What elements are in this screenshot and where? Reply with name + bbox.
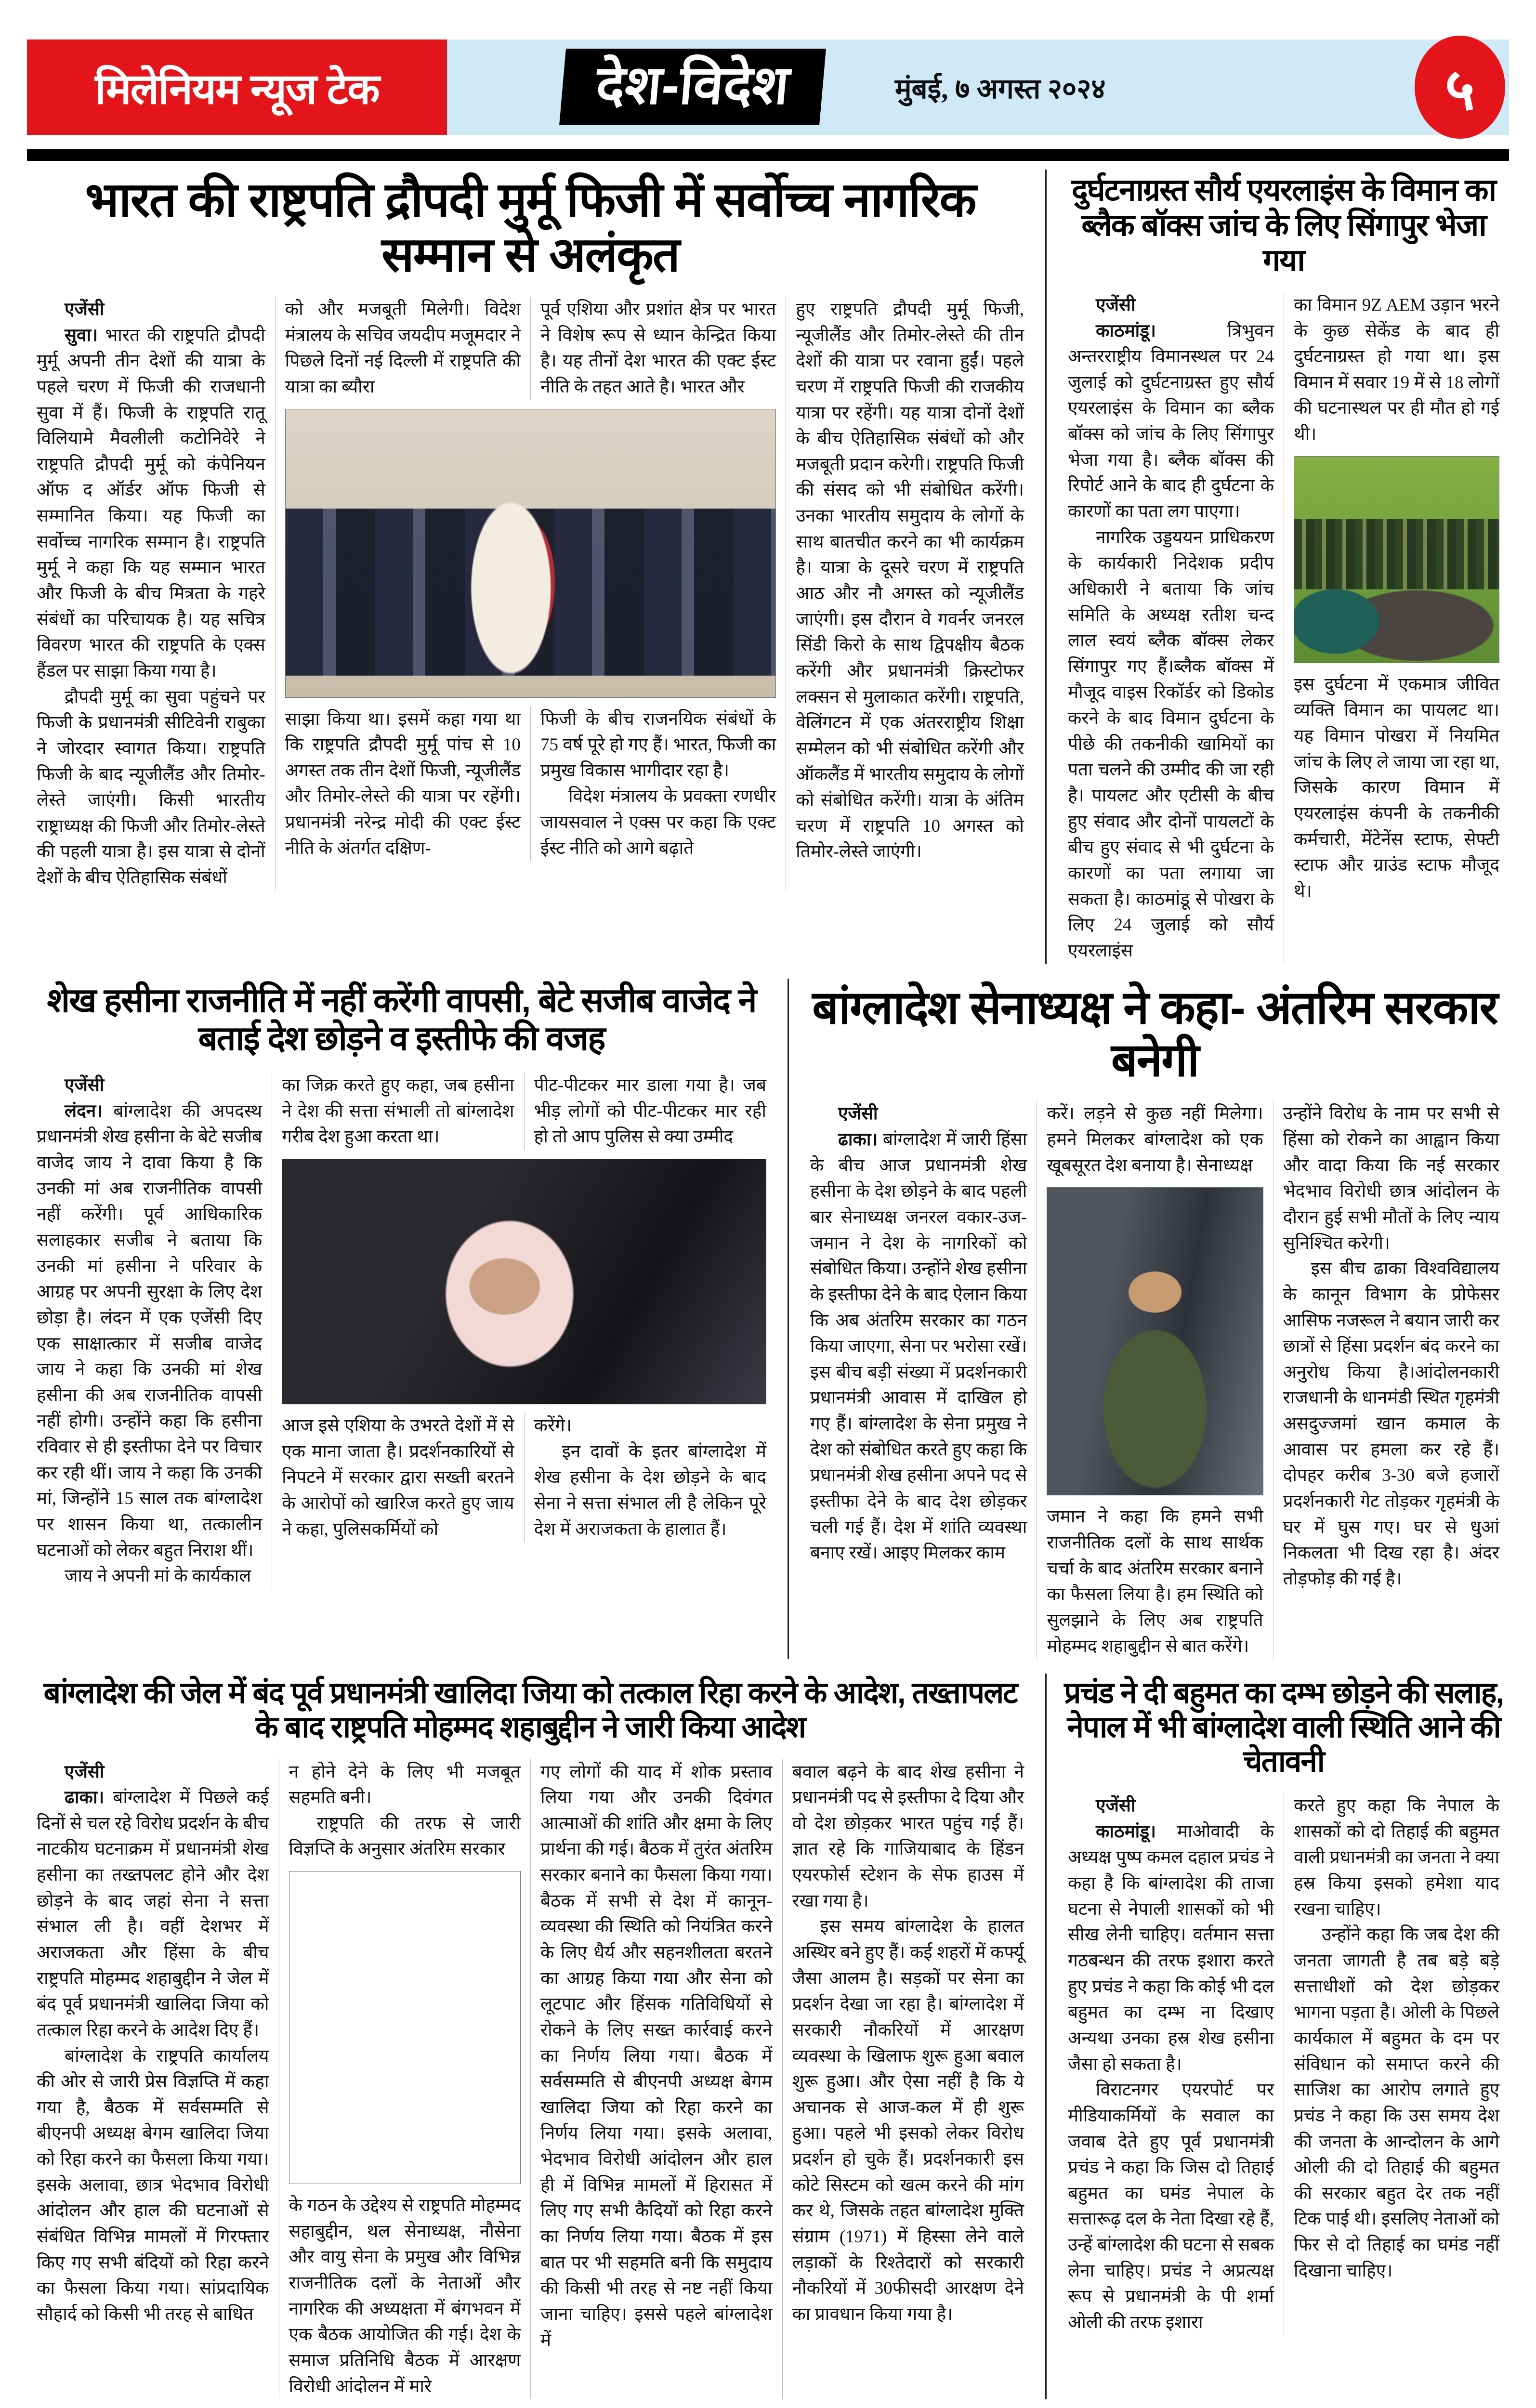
prachanda-col-1: [1058, 1793, 1284, 2335]
khalida-col-1: [27, 1759, 279, 2400]
vertical-divider: [1045, 1674, 1047, 2399]
body-paragraph: सुवा। भारत की राष्ट्रपति द्रौपदी मुर्मू अपनी तीन देशों की यात्रा के पहले चरण में फिजी की राजधानी सुवा में हैं। फिजी के राष्ट्रपति रातू विलियामे मैवलीली कटोनिवेरे ने राष्ट्रपति द्रौपदी मुर्मू को कंपेनियन ऑफ द ऑर्डर ऑफ फिजी से सम्मानित किया। यह फिजी का सर्वोच्च नागरिक सम्मान है। राष्ट्रपति मुर्मू ने कहा कि यह सम्मान भारत और फिजी के बीच मित्रता के गहरे संबंधों का परिचायक है। यह सचित्र विवरण भारत की राष्ट्रपति के एक्स हैंडल पर साझा किया गया है।: [37, 325, 265, 681]
body-paragraph: करें। लड़ने से कुछ नहीं मिलेगा। हमने मिलकर बांग्लादेश को एक खूबसूरत देश बनाया है। सेनाध्यक्ष: [1047, 1104, 1263, 1176]
article-saurya-blackbox: [1058, 170, 1509, 964]
president-shahabuddin-photo: [289, 1871, 521, 2184]
prachanda-col-2: [1284, 1793, 1509, 2335]
body-paragraph: इस बीच ढाका विश्वविद्यालय के कानून विभाग के प्रोफेसर आसिफ नजरूल ने बयान जारी कर छात्रों से हिंसा प्रदर्शन बंद करने का अनुरोध किया है।आंदोलनकारी राजधानी के धानमंडी स्थित गृहमंत्री असदुज्जमां खान कमाल के आवास पर हमला कर रहे हैं। दोपहर करीब 3-30 बजे हजारों प्रदर्शनकारी गेट तोड़कर गृहमंत्री के घर में घुस गए। घर से धुआं निकलता भी दिख रहा है। अंदर तोड़फोड़ की गई है।: [1283, 1259, 1499, 1589]
saurya-col-2: [1284, 292, 1509, 964]
body-paragraph: उन्होंने विरोध के नाम पर सभी से हिंसा को रोकने का आह्वान किया और वादा किया कि नई सरकार भेदभाव विरोधी छात्र आंदोलन के दौरान हुई सभी मौतों के लिए न्याय सुनिश्चित करेगी।: [1283, 1104, 1499, 1253]
fiji-col-1: [27, 297, 275, 891]
middle-band: [27, 979, 1509, 1660]
fiji-col-4: [786, 297, 1034, 891]
hasina-col-mid: [272, 1073, 776, 1589]
body-paragraph: पीट-पीटकर मार डाला गया है। जब भीड़ लोगों को पीट-पीटकर मार रही हो तो आप पुलिस से क्या उम्मीद: [534, 1075, 766, 1147]
byline: एजेंसी: [1096, 295, 1136, 315]
body-paragraph: गए लोगों की याद में शोक प्रस्ताव लिया गया और उनकी दिवंगत आत्माओं की शांति और क्षमा के लिए प्रार्थना की गई। बैठक में तुरंत अंतरिम सरकार बनाने का फैसला किया गया। बैठक में सभी से देश में कानून-व्यवस्था की स्थिति को नियंत्रित करने के लिए धैर्य और सहनशीलता बरतने का आग्रह किया गया और सेना को लूटपाट और हिंसक गतिविधियों से रोकने के लिए सख्त कार्रवाई करने का निर्णय लिया गया। बैठक में सर्वसम्मति से बीएनपी अध्यक्ष बेगम खालिदा जिया को रिहा करने का निर्णय लिया गया। इसके अलावा, भेदभाव विरोधी आंदोलन और हाल ही में विभिन्न मामलों में हिरासत में लिए गए सभी कैदियों को रिहा करने का निर्णय लिया गया। बैठक में इस बात पर भी सहमति बनी कि समुदाय की किसी भी तरह से नष्ट नहीं किया जाना चाहिए। इससे पहले बांग्लादेश में: [540, 1762, 773, 2350]
army-col-2: [1037, 1101, 1273, 1659]
body-paragraph: को और मजबूती मिलेगी। विदेश मंत्रालय के सचिव जयदीप मजूमदार ने पिछले दिनों नई दिल्ली में राष्ट्रपति की यात्रा का ब्यौरा: [285, 300, 521, 397]
hasina-col-1: [27, 1073, 272, 1589]
army-col-1: [801, 1101, 1037, 1659]
body-paragraph: राष्ट्रपति की तरफ से जारी विज्ञप्ति के अनुसार अंतरिम सरकार: [289, 1813, 521, 1859]
prachanda-headline: प्रचंड ने दी बहुमत का दम्भ छोड़ने की सलाह, नेपाल में भी बांग्लादेश वाली स्थिति आने की चेतावनी: [1064, 1676, 1503, 1778]
body-paragraph: काठमांडू। त्रिभुवन अन्तरराष्ट्रीय विमानस्थल पर 24 जुलाई को दुर्घटनाग्रस्त हुए सौर्य एयरलाइंस के विमान का ब्लैक बॉक्स को जांच के लिए सिंगापुर भेजा गया है। ब्लैक बॉक्स की रिपोर्ट आने के बाद ही दुर्घटना के कारणों का पता लग पाएगा।: [1068, 321, 1274, 522]
body-paragraph: जमान ने कहा कि हमने सभी राजनीतिक दलों के साथ सार्थक चर्चा के बाद अंतरिम सरकार बनाने का फैसला लिया है। हम स्थिति को सुलझाने के लिए अब राष्ट्रपति मोहम्मद शहाबुद्दीन से बात करेंगे।: [1047, 1507, 1263, 1656]
body-paragraph: इस दुर्घटना में एकमात्र जीवित व्यक्ति विमान का पायलट था। यह विमान पोखरा में नियमित जांच के लिए ले जाया जा रहा था, जिसके कारण विमान में एयरलाइंस कंपनी के तकनीकी कर्मचारी, मेंटेनेंस स्टाफ, सेफ्टी स्टाफ और ग्राउंड स्टाफ मौजूद थे।: [1294, 674, 1499, 901]
body-paragraph: विराटनगर एयरपोर्ट पर मीडियाकर्मियों के सवाल का जवाब देते हुए पूर्व प्रधानमंत्री प्रचंड ने कहा कि जिस दो तिहाई बहुमत का घमंड नेपाल के सत्तारूढ़ दल के नेता दिखा रहे हैं, उन्हें बांग्लादेश की घटना से सबक लेना चाहिए। प्रचंड ने अप्रत्यक्ष रूप से प्रधानमंत्री के पी शर्मा ओली की तरफ इशारा: [1068, 2080, 1274, 2332]
body-paragraph: विदेश मंत्रालय के प्रवक्ता रणधीर जायसवाल ने एक्स पर कहा कि एक्ट ईस्ट नीति को आगे बढ़ाते: [540, 786, 776, 858]
vertical-divider: [1045, 170, 1047, 964]
body-paragraph: ढाका। बांग्लादेश में जारी हिंसा के बीच आज प्रधानमंत्री शेख हसीना के देश छोड़ने के बाद पहली बार सेनाध्यक्ष जनरल वकार-उज-जमान ने देश के नागरिकों को संबोधित किया। उन्होंने शेख हसीना के इस्तीफा देने के बाद ऐलान किया कि अब अंतरिम सरकार का गठन किया जाएगा, सेना पर भरोसा रखें। इस बीच बड़ी संख्या में प्रदर्शनकारी प्रधानमंत्री आवास में दाखिल हो गए हैं। बांग्लादेश के सेना प्रमुख ने देश को संबोधित करते हुए कहा कि प्रधानमंत्री शेख हसीना अपने पद से इस्तीफा देने के बाद देश छोड़कर चली गई हैं। देश में शांति व्यवस्था बनाए रखें। आइए मिलकर काम: [810, 1130, 1027, 1563]
fiji-columns: [27, 297, 1034, 891]
body-paragraph: के गठन के उद्देश्य से राष्ट्रपति मोहम्मद सहाबुद्दीन, थल सेनाध्यक्ष, नौसेना और वायु सेना के प्रमुख और विभिन्न राजनीतिक दलों के नेताओं और नागरिक की अध्यक्षता में बंगभवन में एक बैठक आयोजित की गई। देश के समाज प्रतिनिधि बैठक में आरक्षण विरोधी आंदोलन में मारे: [289, 2196, 521, 2396]
body-paragraph: जाय ने अपनी मां के कार्यकाल: [65, 1566, 251, 1586]
body-paragraph: करेंगे।: [534, 1416, 572, 1436]
brand-logo: मिलेनियम न्यूज टेक: [27, 39, 447, 135]
khalida-col-3: [530, 1759, 782, 2400]
fiji-col-mid: [275, 297, 786, 891]
sheikh-hasina-photo: [282, 1159, 766, 1404]
body-paragraph: इस समय बांग्लादेश के हालत अस्थिर बने हुए हैं। कई शहरों में कर्फ्यू जैसा आलम है। सड़कों पर सेना का प्रदर्शन देखा जा रहा है। बांग्लादेश में सरकारी नौकरियों में आरक्षण व्यवस्था के खिलाफ शुरू हुआ बवाल शुरू हुआ। और ऐसा नहीं है कि ये अचानक से आज-कल में ही शुरू हुआ। पहले भी इसको लेकर विरोध प्रदर्शन हो चुके हैं। प्रदर्शनकारी इस कोटे सिस्टम को खत्म करने की मांग कर थे, जिसके तहत बांग्लादेश मुक्ति संग्राम (1971) में हिस्सा लेने वाले लड़ाकों के रिश्तेदारों को सरकारी नौकरियों में 30फीसदी आरक्षण देने का प्रावधान किया गया है।: [792, 1917, 1024, 2324]
hasina-headline: शेख हसीना राजनीति में नहीं करेंगी वापसी, बेटे सजीब वाजेद ने बताई देश छोड़ने व इस्तीफे की वजह: [47, 981, 756, 1058]
body-paragraph: हुए राष्ट्रपति द्रौपदी मुर्मू फिजी, न्यूजीलैंड और तिमोर-लेस्ते की तीन देशों की यात्रा पर रवाना हुईं। पहले चरण में राष्ट्रपति फिजी की राजकीय यात्रा पर रहेंगी। यह यात्रा दोनों देशों के बीच ऐतिहासिक संबंधों को और मजबूती प्रदान करेगी। राष्ट्रपति फिजी की संसद को भी संबोधित करेंगी। उनका भारतीय समुदाय के लोगों के साथ बातचीत करने का भी कार्यक्रम है। यात्रा के दूसरे चरण में राष्ट्रपति आठ और नौ अगस्त को न्यूजीलैंड जाएंगी। इस दौरान वे गवर्नर जनरल सिंडी किरो के साथ द्विपक्षीय बैठक करेंगी और प्रधानमंत्री क्रिस्टोफर लक्सन से मुलाकात करेंगी। राष्ट्रपति, वेलिंगटन में एक अंतरराष्ट्रीय शिक्षा सम्मेलन को भी संबोधित करेंगी और ऑकलैंड में भारतीय समुदाय के लोगों को संबोधित करेंगी। यात्रा के अंतिम चरण में राष्ट्रपति 10 अगस्त को तिमोर-लेस्ते जाएंगी।: [796, 300, 1024, 862]
body-paragraph: का जिक्र करते हुए कहा, जब हसीना ने देश की सत्ता संभाली तो बांग्लादेश गरीब देश हुआ करता था।: [282, 1075, 514, 1147]
body-paragraph: फिजी के बीच राजनयिक संबंधों के 75 वर्ष पूरे हो गए हैं। भारत, फिजी का प्रमुख विकास भागीदार रहा है।: [540, 709, 776, 781]
body-paragraph: आज इसे एशिया के उभरते देशों में से एक माना जाता है। प्रदर्शनकारियों से निपटने में सरकार द्वारा सख्ती बरतने के आरोपों को खारिज करते हुए जाय ने कहा, पुलिसकर्मियों को: [282, 1416, 514, 1539]
page-number-badge: ५: [1415, 36, 1505, 139]
body-paragraph: न होने देने के लिए भी मजबूत सहमति बनी।: [289, 1762, 521, 1808]
bottom-band: [27, 1674, 1509, 2399]
khalida-col-2: [279, 1759, 531, 2400]
top-band: [27, 170, 1509, 964]
section-title: देश-विदेश: [559, 49, 826, 125]
article-khalida-release: [27, 1674, 1034, 2399]
article-army-interim-govt: [801, 979, 1509, 1660]
body-paragraph: द्रौपदी मुर्मू का सुवा पहुंचने पर फिजी के प्रधानमंत्री सीटिवेनी राबुका ने जोरदार स्वागत किया। राष्ट्रपति फिजी के बाद न्यूजीलैंड और तिमोर-लेस्ते जाएंगी। किसी भारतीय राष्ट्राध्यक्ष की फिजी और तिमोर-लेस्ते की पहली यात्रा है। इस यात्रा से दोनों देशों के बीच ऐतिहासिक संबंधों: [37, 687, 265, 888]
army-columns: [801, 1101, 1509, 1659]
plane-crash-photo: [1294, 456, 1499, 663]
prachanda-columns: [1058, 1793, 1509, 2335]
saurya-col-1: [1058, 292, 1284, 964]
byline: एजेंसी: [65, 1075, 105, 1096]
body-paragraph: लंदन। बांग्लादेश की अपदस्थ प्रधानमंत्री शेख हसीना के बेटे सजीब वाजेद जाय ने दावा किया है कि उनकी मां अब राजनीतिक वापसी नहीं करेंगी। पूर्व आधिकारिक सलाहकार सजीब ने बताया कि उनकी मां हसीना ने परिवार के आग्रह पर अपनी सुरक्षा के लिए देश छोड़ा है। लंदन में एक एजेंसी दिए एक साक्षात्कार में सजीब वाजेद जाय ने कहा कि उनकी मां शेख हसीना की अब राजनीतिक वापसी नहीं होगी। उन्होंने कहा कि हसीना रविवार से ही इस्तीफा देने पर विचार कर रही थीं। जाय ने कहा कि उनकी मां, जिन्होंने 15 साल तक बांग्लादेश पर शासन किया था, तत्कालीन घटनाओं को लेकर बहुत निराश थीं।: [37, 1101, 263, 1560]
masthead: [27, 39, 1509, 135]
body-paragraph: ढाका। बांग्लादेश में पिछले कई दिनों से चल रहे विरोध प्रदर्शन के बीच नाटकीय घटनाक्रम में प्रधानमंत्री शेख हसीना का तख्तपलट होने और देश छोड़ने के बाद जहां सेना ने सत्ता संभाल ली है। वहीं देशभर में अराजकता और हिंसा के बीच राष्ट्रपति मोहम्मद शहाबुद्दीन ने जेल में बंद पूर्व प्रधानमंत्री खालिदा जिया को तत्काल रिहा करने के आदेश दिए हैं।: [37, 1788, 269, 2040]
masthead-rule: [27, 149, 1509, 161]
masthead-strip: [447, 39, 1509, 135]
body-paragraph: नागरिक उड्डययन प्राधिकरण के कार्यकारी निदेशक प्रदीप अधिकारी ने बताया कि जांच समिति के अध्यक्ष रतीश चन्द लाल स्वयं ब्लैक बॉक्स लेकर सिंगापुर गए हैं।ब्लैक बॉक्स में मौजूद वाइस रिकॉर्डर को डिकोड करने के बाद विमान दुर्घटना के पीछे की तकनीकी खामियों का पता चलने की उम्मीद की जा रही है। पायलट और एटीसी के बीच हुए संवाद और दोनों पायलटों के बीच हुए संवाद से भी दुर्घटना के कारणों का पता लगाया जा सकता है। काठमांडू से पोखरा के लिए 24 जुलाई को सौर्य एयरलाइंस: [1068, 527, 1274, 961]
vertical-divider: [788, 979, 789, 1660]
khalida-columns: [27, 1759, 1034, 2400]
body-paragraph: का विमान 9Z AEM उड़ान भरने के कुछ सेकेंड के बाद ही दुर्घटनाग्रस्त हो गया था। इस विमान में सवार 19 में से 18 लोगों की घटनास्थल पर ही मौत हो गई थी।: [1294, 295, 1499, 445]
khalida-col-4: [782, 1759, 1034, 2400]
body-paragraph: साझा किया था। इसमें कहा गया था कि राष्ट्रपति द्रौपदी मुर्मू पांच से 10 अगस्त तक तीन देशों फिजी, न्यूजीलैंड और तिमोर-लेस्ते की यात्रा पर रहेंगी। प्रधानमंत्री नरेन्द्र मोदी की एक्ट ईस्ट नीति के अंतर्गत दक्षिण-: [285, 709, 521, 858]
body-paragraph: पूर्व एशिया और प्रशांत क्षेत्र पर भारत ने विशेष रूप से ध्यान केन्द्रित किया है। यह तीनों देश भारत की एक्ट ईस्ट नीति के तहत आते है। भारत और: [540, 300, 776, 397]
fiji-headline: भारत की राष्ट्रपति द्रौपदी मुर्मू फिजी में सर्वोच्च नागरिक सम्मान से अलंकृत: [85, 173, 976, 282]
hasina-columns: [27, 1073, 776, 1589]
saurya-columns: [1058, 292, 1509, 964]
article-prachanda-warning: [1058, 1674, 1509, 2399]
fiji-delegation-photo: [285, 409, 776, 698]
edition-dateline: मुंबई, ७ अगस्त २०२४: [894, 73, 1106, 105]
khalida-headline: बांग्लादेश की जेल में बंद पूर्व प्रधानमंत्री खालिदा जिया को तत्काल रिहा करने के आदेश, तख्तापलट के बाद राष्ट्रपति मोहम्मद शहाबुद्दीन ने जारी किया आदेश: [43, 1676, 1017, 1744]
byline: एजेंसी: [65, 300, 105, 319]
army-chief-photo: [1047, 1187, 1263, 1495]
body-paragraph: उन्होंने कहा कि जब देश की जनता जागती है तब बड़े बड़े सत्ताधीशों को देश छोड़कर भागना पड़ता है। ओली के पिछले कार्यकाल में बहुमत के दम पर संविधान को समाप्त करने की साजिश का आरोप लगाते हुए प्रचंड ने कहा कि उस समय देश की जनता के आन्दोलन के आगे ओली की दो तिहाई की बहुमत की सरकार बहुत देर तक नहीं टिक पाई थी। इसलिए नेताओं को फिर से दो तिहाई का घमंड नहीं दिखाना चाहिए।: [1294, 1925, 1499, 2281]
saurya-headline: दुर्घटनाग्रस्त सौर्य एयरलाइंस के विमान का ब्लैक बॉक्स जांच के लिए सिंगापुर भेजा गया: [1071, 172, 1496, 277]
article-hasina-no-return: [27, 979, 776, 1660]
body-paragraph: काठमांडू। माओवादी के अध्यक्ष पुष्प कमल दहाल प्रचंड ने कहा है कि बांग्लादेश की ताजा घटना से नेपाली शासकों को भी सीख लेनी चाहिए। वर्तमान सत्ता गठबन्धन की तरफ इशारा करते हुए प्रचंड ने कहा कि कोई भी दल बहुमत का दम्भ ना दिखाए अन्यथा उनका हस्र शेख हसीना जैसा हो सकता है।: [1068, 1821, 1274, 2074]
body-paragraph: इन दावों के इतर बांग्लादेश में शेख हसीना के देश छोड़ने के बाद सेना ने सत्ता संभाल ली है लेकिन पूरे देश में अराजकता के हालात हैं।: [534, 1441, 766, 1539]
body-paragraph: बांग्लादेश के राष्ट्रपति कार्यालय की ओर से जारी प्रेस विज्ञप्ति में कहा गया है, बैठक में सर्वसम्मति से बीएनपी अध्यक्ष बेगम खालिदा जिया को रिहा करने का फैसला किया गया। इसके अलावा, छात्र भेदभाव विरोधी आंदोलन और हाल की घटनाओं से संबंधित विभिन्न मामलों में गिरफ्तार किए गए सभी बंदियों को रिहा करने का फैसला किया गया। सांप्रदायिक सौहार्द को किसी भी तरह से बाधित: [37, 2046, 269, 2324]
body-paragraph: करते हुए कहा कि नेपाल के शासकों को दो तिहाई की बहुमत वाली प्रधानमंत्री का जनता ने क्या हस्र किया इसको हमेशा याद रखना चाहिए।: [1294, 1796, 1499, 1919]
army-col-3: [1273, 1101, 1509, 1659]
byline: एजेंसी: [1096, 1796, 1136, 1816]
body-paragraph: बवाल बढ़ने के बाद शेख हसीना ने प्रधानमंत्री पद से इस्तीफा दे दिया और वो देश छोड़कर भारत पहुंच गई हैं। ज्ञात रहे कि गाजियाबाद के हिंडन एयरफोर्स स्टेशन के सेफ हाउस में रखा गया है।: [792, 1762, 1024, 1911]
army-headline: बांग्लादेश सेनाध्यक्ष ने कहा- अंतरिम सरकार बनेगी: [812, 982, 1497, 1086]
byline: एजेंसी: [65, 1762, 105, 1782]
byline: एजेंसी: [838, 1104, 878, 1124]
article-fiji-honour: [27, 170, 1034, 964]
